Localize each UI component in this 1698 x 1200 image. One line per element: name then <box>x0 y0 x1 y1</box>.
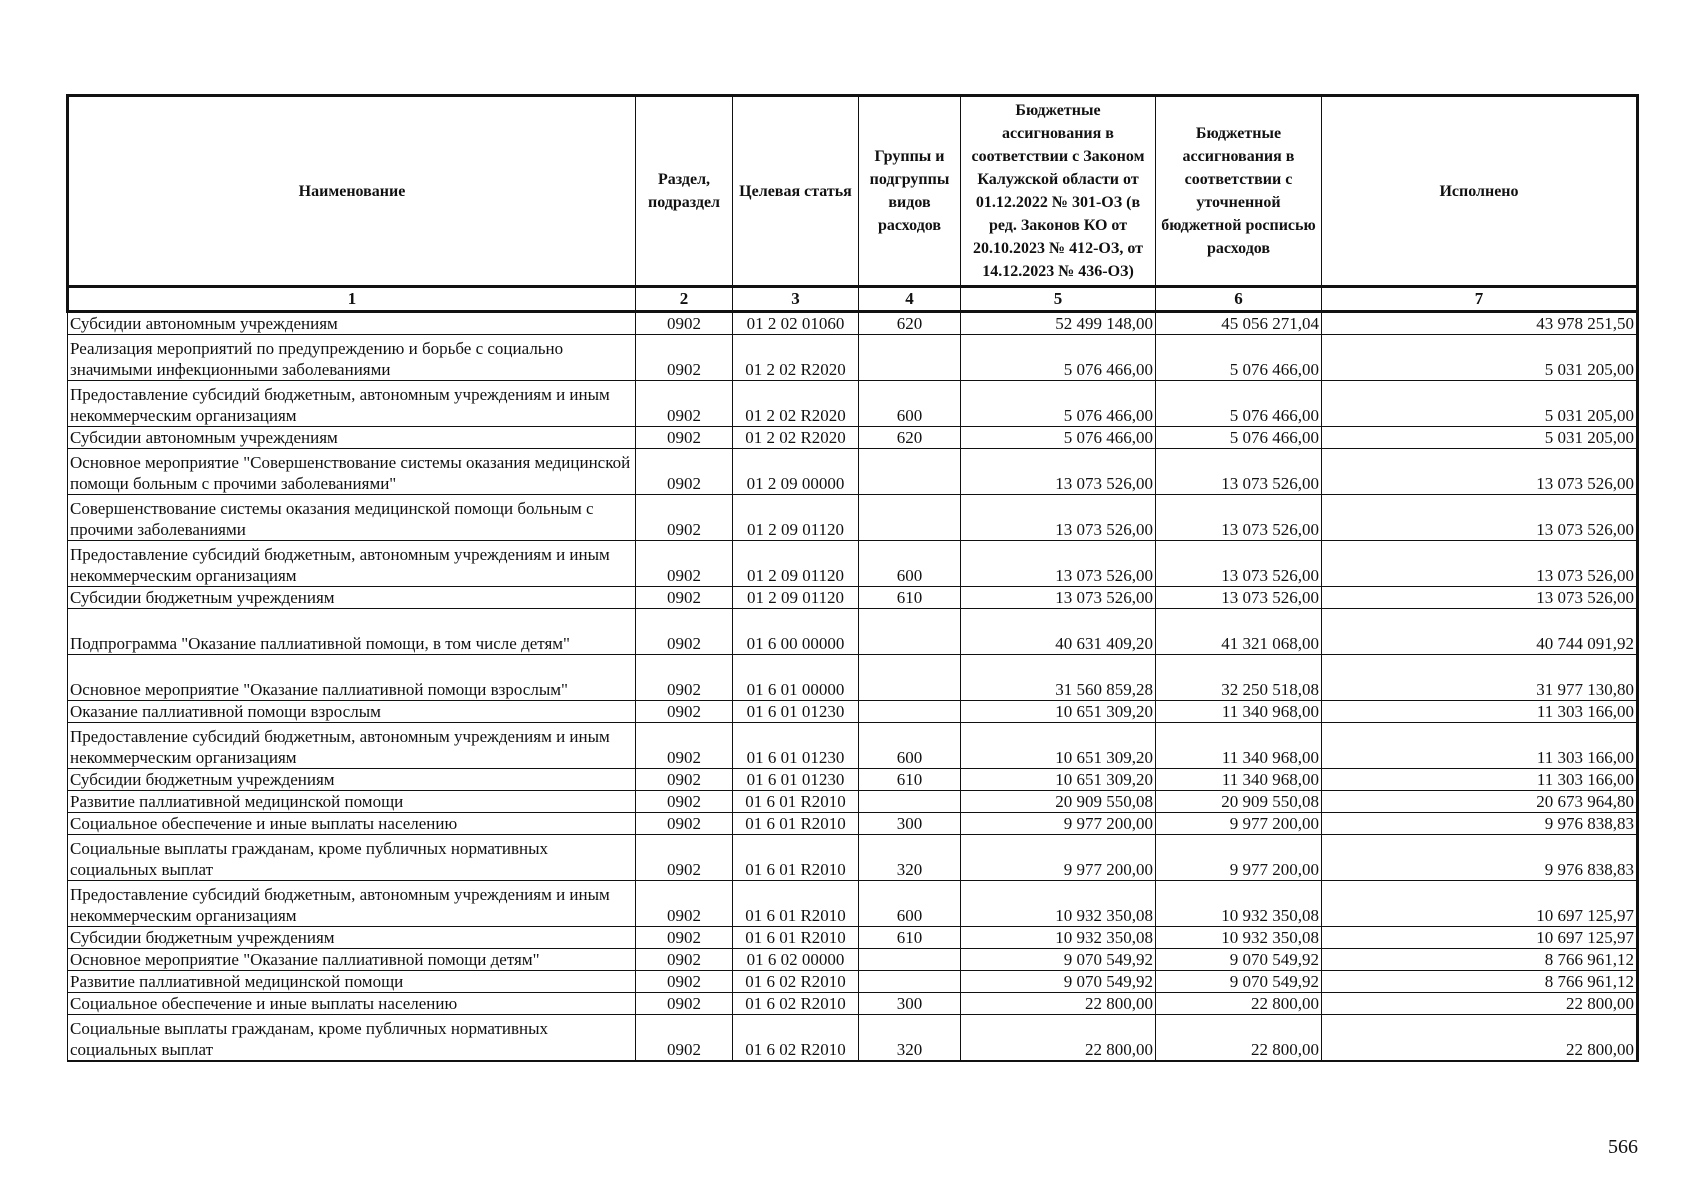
table-row <box>68 449 1638 495</box>
table-row <box>68 835 1638 881</box>
row-name: Предоставление субсидий бюджетным, автономным учреждениям и иным некоммерческим организациям <box>68 541 636 587</box>
header-section: Раздел, подраздел <box>636 96 733 287</box>
header-law-appropriations: Бюджетные ассигнования в соответствии с Законом Калужской области от 01.12.2022 № 301-ОЗ (в ред. Законов КО от 20.10.2023 № 412-ОЗ, от 14.12.2023 № 436-ОЗ) <box>961 96 1156 287</box>
row-plan-amount: 13 073 526,00 <box>1156 449 1322 495</box>
row-plan-amount: 11 340 968,00 <box>1156 769 1322 791</box>
row-target-article: 01 2 02 R2020 <box>733 381 859 427</box>
row-expense-group: 600 <box>859 723 961 769</box>
row-name: Субсидии бюджетным учреждениям <box>68 587 636 609</box>
row-target-article: 01 6 01 01230 <box>733 723 859 769</box>
row-plan-amount: 20 909 550,08 <box>1156 791 1322 813</box>
row-section: 0902 <box>636 971 733 993</box>
row-section: 0902 <box>636 949 733 971</box>
row-target-article: 01 2 02 R2020 <box>733 427 859 449</box>
row-executed-amount: 8 766 961,12 <box>1322 949 1638 971</box>
column-number: 5 <box>961 287 1156 312</box>
row-section: 0902 <box>636 993 733 1015</box>
row-section: 0902 <box>636 587 733 609</box>
row-target-article: 01 6 01 01230 <box>733 769 859 791</box>
row-expense-group <box>859 971 961 993</box>
table-row <box>68 541 1638 587</box>
row-section: 0902 <box>636 427 733 449</box>
column-number: 1 <box>68 287 636 312</box>
table-row <box>68 791 1638 813</box>
row-executed-amount: 13 073 526,00 <box>1322 541 1638 587</box>
row-name: Социальное обеспечение и иные выплаты населению <box>68 813 636 835</box>
table-row <box>68 1015 1638 1061</box>
row-target-article: 01 2 09 00000 <box>733 449 859 495</box>
row-plan-amount: 11 340 968,00 <box>1156 723 1322 769</box>
row-target-article: 01 2 02 01060 <box>733 312 859 335</box>
budget-table <box>66 94 1639 1062</box>
table-row <box>68 312 1638 335</box>
row-law-amount: 5 076 466,00 <box>961 381 1156 427</box>
row-section: 0902 <box>636 835 733 881</box>
row-law-amount: 13 073 526,00 <box>961 495 1156 541</box>
row-law-amount: 9 070 549,92 <box>961 949 1156 971</box>
row-plan-amount: 5 076 466,00 <box>1156 381 1322 427</box>
row-section: 0902 <box>636 791 733 813</box>
table-row <box>68 655 1638 701</box>
row-name: Оказание паллиативной помощи взрослым <box>68 701 636 723</box>
row-expense-group: 300 <box>859 993 961 1015</box>
row-executed-amount: 43 978 251,50 <box>1322 312 1638 335</box>
row-name: Основное мероприятие "Оказание паллиативной помощи детям" <box>68 949 636 971</box>
row-expense-group: 620 <box>859 312 961 335</box>
row-law-amount: 5 076 466,00 <box>961 335 1156 381</box>
row-expense-group <box>859 791 961 813</box>
row-executed-amount: 13 073 526,00 <box>1322 495 1638 541</box>
row-name: Основное мероприятие "Оказание паллиативной помощи взрослым" <box>68 655 636 701</box>
row-plan-amount: 22 800,00 <box>1156 993 1322 1015</box>
row-plan-amount: 22 800,00 <box>1156 1015 1322 1061</box>
table-row <box>68 949 1638 971</box>
row-plan-amount: 13 073 526,00 <box>1156 587 1322 609</box>
row-target-article: 01 6 02 R2010 <box>733 993 859 1015</box>
table-row <box>68 335 1638 381</box>
row-executed-amount: 11 303 166,00 <box>1322 769 1638 791</box>
row-law-amount: 9 070 549,92 <box>961 971 1156 993</box>
column-number: 2 <box>636 287 733 312</box>
row-executed-amount: 11 303 166,00 <box>1322 701 1638 723</box>
row-name: Развитие паллиативной медицинской помощи <box>68 791 636 813</box>
row-law-amount: 13 073 526,00 <box>961 541 1156 587</box>
row-target-article: 01 6 02 R2010 <box>733 971 859 993</box>
row-plan-amount: 11 340 968,00 <box>1156 701 1322 723</box>
table-row <box>68 587 1638 609</box>
row-name: Субсидии бюджетным учреждениям <box>68 769 636 791</box>
row-plan-amount: 41 321 068,00 <box>1156 609 1322 655</box>
row-law-amount: 10 932 350,08 <box>961 927 1156 949</box>
row-plan-amount: 13 073 526,00 <box>1156 541 1322 587</box>
column-number: 4 <box>859 287 961 312</box>
row-expense-group: 320 <box>859 835 961 881</box>
row-law-amount: 10 932 350,08 <box>961 881 1156 927</box>
row-section: 0902 <box>636 381 733 427</box>
table-row <box>68 495 1638 541</box>
row-name: Субсидии бюджетным учреждениям <box>68 927 636 949</box>
row-target-article: 01 6 01 R2010 <box>733 881 859 927</box>
row-section: 0902 <box>636 927 733 949</box>
row-law-amount: 9 977 200,00 <box>961 813 1156 835</box>
row-expense-group: 610 <box>859 769 961 791</box>
row-law-amount: 22 800,00 <box>961 1015 1156 1061</box>
row-plan-amount: 5 076 466,00 <box>1156 427 1322 449</box>
row-expense-group: 610 <box>859 927 961 949</box>
row-target-article: 01 2 09 01120 <box>733 541 859 587</box>
row-executed-amount: 5 031 205,00 <box>1322 381 1638 427</box>
row-executed-amount: 31 977 130,80 <box>1322 655 1638 701</box>
row-law-amount: 13 073 526,00 <box>961 449 1156 495</box>
row-expense-group <box>859 449 961 495</box>
table-row <box>68 609 1638 655</box>
row-plan-amount: 32 250 518,08 <box>1156 655 1322 701</box>
table-row <box>68 993 1638 1015</box>
row-target-article: 01 6 01 R2010 <box>733 927 859 949</box>
table-row <box>68 381 1638 427</box>
row-plan-amount: 9 070 549,92 <box>1156 949 1322 971</box>
table-body <box>68 312 1638 1061</box>
table-row <box>68 769 1638 791</box>
table-row <box>68 927 1638 949</box>
row-section: 0902 <box>636 813 733 835</box>
row-expense-group <box>859 701 961 723</box>
row-law-amount: 40 631 409,20 <box>961 609 1156 655</box>
row-name: Субсидии автономным учреждениям <box>68 427 636 449</box>
row-expense-group <box>859 495 961 541</box>
row-name: Развитие паллиативной медицинской помощи <box>68 971 636 993</box>
row-section: 0902 <box>636 312 733 335</box>
row-executed-amount: 13 073 526,00 <box>1322 449 1638 495</box>
row-name: Социальные выплаты гражданам, кроме публичных нормативных социальных выплат <box>68 1015 636 1061</box>
row-target-article: 01 6 02 00000 <box>733 949 859 971</box>
row-name: Совершенствование системы оказания медицинской помощи больным с прочими заболеваниями <box>68 495 636 541</box>
header-row <box>68 96 1638 287</box>
row-expense-group: 300 <box>859 813 961 835</box>
row-law-amount: 20 909 550,08 <box>961 791 1156 813</box>
row-section: 0902 <box>636 449 733 495</box>
row-law-amount: 5 076 466,00 <box>961 427 1156 449</box>
row-name: Основное мероприятие "Совершенствование системы оказания медицинской помощи больным с прочими заболеваниями" <box>68 449 636 495</box>
row-name: Предоставление субсидий бюджетным, автономным учреждениям и иным некоммерческим организациям <box>68 723 636 769</box>
row-plan-amount: 10 932 350,08 <box>1156 881 1322 927</box>
row-expense-group: 610 <box>859 587 961 609</box>
row-name: Субсидии автономным учреждениям <box>68 312 636 335</box>
row-law-amount: 31 560 859,28 <box>961 655 1156 701</box>
row-law-amount: 9 977 200,00 <box>961 835 1156 881</box>
row-plan-amount: 13 073 526,00 <box>1156 495 1322 541</box>
row-executed-amount: 9 976 838,83 <box>1322 813 1638 835</box>
row-expense-group: 320 <box>859 1015 961 1061</box>
row-expense-group: 600 <box>859 381 961 427</box>
row-target-article: 01 6 01 R2010 <box>733 791 859 813</box>
column-number-row <box>68 287 1638 312</box>
row-plan-amount: 5 076 466,00 <box>1156 335 1322 381</box>
row-section: 0902 <box>636 769 733 791</box>
row-section: 0902 <box>636 881 733 927</box>
table-row <box>68 701 1638 723</box>
row-executed-amount: 40 744 091,92 <box>1322 609 1638 655</box>
row-target-article: 01 2 09 01120 <box>733 495 859 541</box>
page-number: 566 <box>1608 1136 1638 1158</box>
row-law-amount: 13 073 526,00 <box>961 587 1156 609</box>
row-executed-amount: 11 303 166,00 <box>1322 723 1638 769</box>
row-section: 0902 <box>636 701 733 723</box>
row-law-amount: 52 499 148,00 <box>961 312 1156 335</box>
row-law-amount: 10 651 309,20 <box>961 701 1156 723</box>
row-expense-group: 600 <box>859 541 961 587</box>
header-executed: Исполнено <box>1322 96 1638 287</box>
header-name: Наименование <box>68 96 636 287</box>
row-name: Подпрограмма "Оказание паллиативной помощи, в том числе детям" <box>68 609 636 655</box>
row-plan-amount: 9 977 200,00 <box>1156 835 1322 881</box>
table-row <box>68 723 1638 769</box>
row-law-amount: 10 651 309,20 <box>961 723 1156 769</box>
row-expense-group <box>859 609 961 655</box>
row-target-article: 01 6 00 00000 <box>733 609 859 655</box>
row-section: 0902 <box>636 723 733 769</box>
row-target-article: 01 6 01 R2010 <box>733 835 859 881</box>
row-law-amount: 10 651 309,20 <box>961 769 1156 791</box>
row-expense-group <box>859 335 961 381</box>
column-number: 3 <box>733 287 859 312</box>
row-section: 0902 <box>636 1015 733 1061</box>
table-row <box>68 881 1638 927</box>
row-expense-group: 620 <box>859 427 961 449</box>
row-name: Реализация мероприятий по предупреждению и борьбе с социально значимыми инфекционными заболеваниями <box>68 335 636 381</box>
row-law-amount: 22 800,00 <box>961 993 1156 1015</box>
row-target-article: 01 6 01 01230 <box>733 701 859 723</box>
row-executed-amount: 22 800,00 <box>1322 993 1638 1015</box>
row-target-article: 01 6 02 R2010 <box>733 1015 859 1061</box>
row-executed-amount: 5 031 205,00 <box>1322 427 1638 449</box>
row-executed-amount: 8 766 961,12 <box>1322 971 1638 993</box>
row-section: 0902 <box>636 609 733 655</box>
table-row <box>68 427 1638 449</box>
row-name: Социальные выплаты гражданам, кроме публичных нормативных социальных выплат <box>68 835 636 881</box>
row-section: 0902 <box>636 655 733 701</box>
row-plan-amount: 45 056 271,04 <box>1156 312 1322 335</box>
row-executed-amount: 5 031 205,00 <box>1322 335 1638 381</box>
row-executed-amount: 9 976 838,83 <box>1322 835 1638 881</box>
row-target-article: 01 6 01 R2010 <box>733 813 859 835</box>
row-name: Предоставление субсидий бюджетным, автономным учреждениям и иным некоммерческим организациям <box>68 381 636 427</box>
column-number: 6 <box>1156 287 1322 312</box>
header-plan-appropriations: Бюджетные ассигнования в соответствии с уточненной бюджетной росписью расходов <box>1156 96 1322 287</box>
row-expense-group: 600 <box>859 881 961 927</box>
row-target-article: 01 2 02 R2020 <box>733 335 859 381</box>
row-plan-amount: 10 932 350,08 <box>1156 927 1322 949</box>
row-expense-group <box>859 949 961 971</box>
row-executed-amount: 10 697 125,97 <box>1322 881 1638 927</box>
row-executed-amount: 13 073 526,00 <box>1322 587 1638 609</box>
row-executed-amount: 22 800,00 <box>1322 1015 1638 1061</box>
row-target-article: 01 2 09 01120 <box>733 587 859 609</box>
row-name: Предоставление субсидий бюджетным, автономным учреждениям и иным некоммерческим организациям <box>68 881 636 927</box>
row-expense-group <box>859 655 961 701</box>
row-plan-amount: 9 977 200,00 <box>1156 813 1322 835</box>
column-number: 7 <box>1322 287 1638 312</box>
header-group: Группы и подгруппы видов расходов <box>859 96 961 287</box>
row-plan-amount: 9 070 549,92 <box>1156 971 1322 993</box>
row-section: 0902 <box>636 495 733 541</box>
row-section: 0902 <box>636 541 733 587</box>
table-row <box>68 813 1638 835</box>
row-executed-amount: 10 697 125,97 <box>1322 927 1638 949</box>
table-row <box>68 971 1638 993</box>
row-section: 0902 <box>636 335 733 381</box>
row-target-article: 01 6 01 00000 <box>733 655 859 701</box>
row-executed-amount: 20 673 964,80 <box>1322 791 1638 813</box>
header-target: Целевая статья <box>733 96 859 287</box>
row-name: Социальное обеспечение и иные выплаты населению <box>68 993 636 1015</box>
